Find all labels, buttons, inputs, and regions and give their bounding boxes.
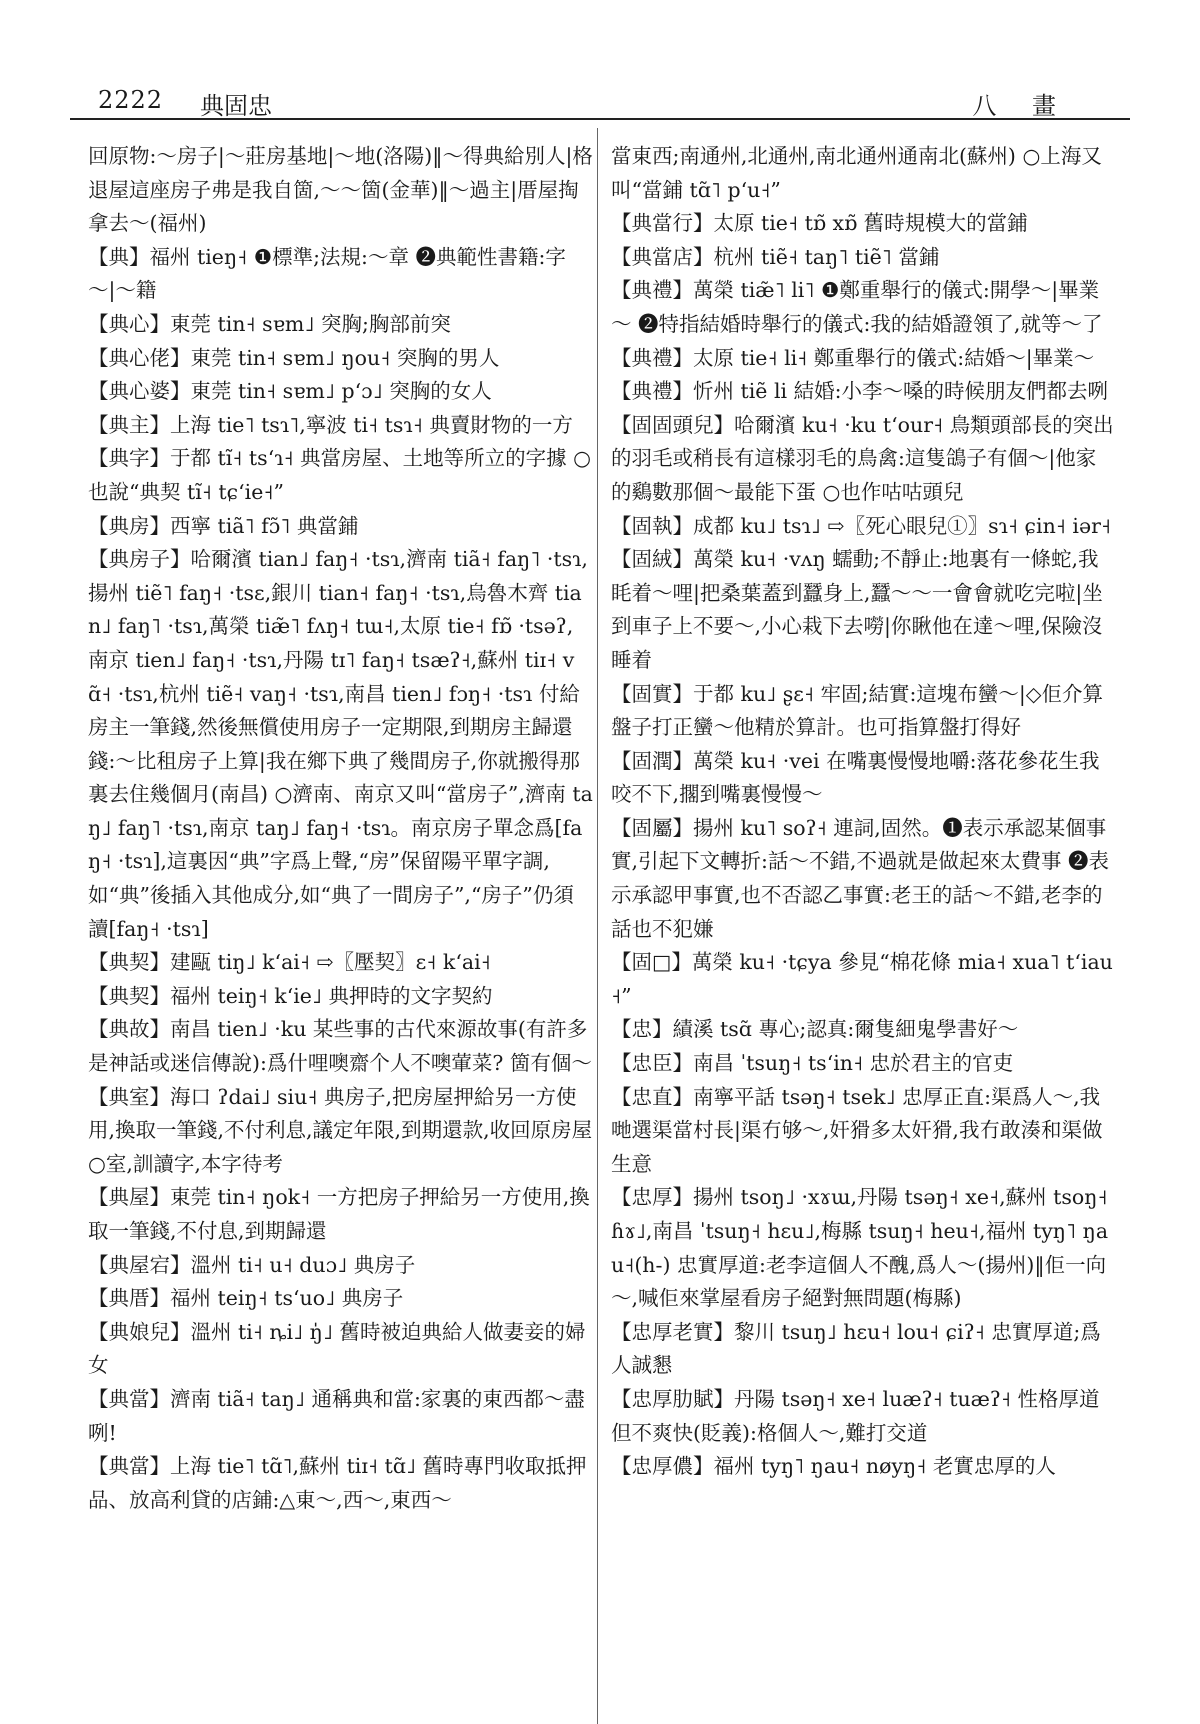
dictionary-entry: 【典厝】福州 teiŋ˧ tsʻuo˩ 典房子 (88, 1286, 404, 1311)
dictionary-entry: 【忠厚儂】福州 tyŋ˥ ŋau˧ nøyŋ˧ 老實忠厚的人 (611, 1454, 1056, 1479)
header-title: 典固忠 (200, 92, 272, 120)
dictionary-entry: 【典主】上海 tie˥ tsɿ˥,寧波 ti˧ tsɿ˧ 典賣財物的一方 (88, 412, 573, 437)
right-column (611, 140, 1116, 1484)
dictionary-entry: 【固固頭兒】哈爾濱 ku˧ ·ku tʻour˧ 鳥類頭部長的突出的羽毛或稍長有這樣羽毛的鳥禽:這隻鴿子有個～|他家的鷄數那個～最能下蛋 ○也作咕咕頭兒 (611, 412, 1114, 504)
column-divider (597, 128, 598, 1724)
dictionary-entry: 【典房】西寧 tiã˥ fɔ̃˥ 典當鋪 (88, 513, 359, 538)
dictionary-entry: 【典心婆】東莞 tin˧ sɐm˩ pʻɔ˩ 突胸的女人 (88, 379, 492, 404)
dictionary-entry: 【忠臣】南昌 ˈtsuŋ˧ tsʻin˧ 忠於君主的官吏 (611, 1051, 1014, 1076)
dictionary-entry: 【典心】東莞 tin˧ sɐm˩ 突胸;胸部前突 (88, 311, 451, 336)
dictionary-entry: 【忠】績溪 tsɑ̃ 專心;認真:爾隻細鬼學書好～ (611, 1017, 1019, 1042)
dictionary-entry: 【典娘兒】溫州 ti˧ ȵi˩ ŋ̍˩ 舊時被迫典給人做妻妾的婦女 (88, 1319, 586, 1378)
section-label: 八 畫 (972, 92, 1070, 120)
dictionary-entry: 【忠厚老實】黎川 tsuŋ˩ hɛu˧ lou˧ ɕiʔ˧ 忠實厚道;爲人誠懇 (611, 1319, 1101, 1378)
dictionary-entry: 【典禮】忻州 tiẽ li 結婚:小李～嗓的時候朋友們都去咧 (611, 379, 1108, 404)
dictionary-entry: 【固屬】揚州 ku˥ soʔ˧ 連詞,固然。❶表示承認某個事實,引起下文轉折:話～不錯,不過就是做起來太費事 ❷表示承認甲事實,也不否認乙事實:老王的話～不錯,老李的話也不犯嫌 (611, 815, 1109, 941)
dictionary-entry: 【典當】上海 tie˥ tɑ̃˥,蘇州 tiɪ˧ tɑ̃˩ 舊時專門收取抵押品、放高利貸的店鋪:△東～,西～,東西～ (88, 1454, 587, 1512)
dictionary-entry: 【典屋】東莞 tin˧ ŋok˧ 一方把房子押給另一方使用,換取一筆錢,不付息,到期歸還 (88, 1185, 590, 1243)
dictionary-entry: 【忠厚肋賦】丹陽 tsəŋ˧ xe˧ luæʔ˧ tuæʔ˧ 性格厚道但不爽快(貶義):格個人～,難打交道 (611, 1386, 1100, 1445)
dictionary-entry: 【典房子】哈爾濱 tian˩ faŋ˧ ·tsɿ,濟南 tiã˧ faŋ˥ ·tsɿ,揚州 tiẽ˥ faŋ˧ ·tsɛ,銀川 tian˧ faŋ˧ ·tsɿ,烏魯木齊 tian˩ faŋ˥ ·tsɿ,萬榮 tiæ̃˥ fʌŋ˧ tɯ˧,太原 tie˧ fɒ̃ ·tsəʔ,南京 tien˩ faŋ˧ ·tsɿ,丹陽 tɪ˥ faŋ˧ tsæʔ˧,蘇州 tiɪ˧ vɑ̃˧ ·tsɿ,杭州 tiẽ˧ vaŋ˧ ·tsɿ,南昌 tien˩ fɔŋ˧ ·tsɿ 付給房主一筆錢,然後無償使用房子一定期限,到期房主歸還錢:～比租房子上算|我在鄉下典了幾間房子,你就搬得那裏去住幾個月(南昌) ○濟南、南京又叫“當房子”,濟南 taŋ˩ faŋ˥ ·tsɿ,南京 taŋ˩ faŋ˧ ·tsɿ。南京房子單念爲[faŋ˧ ·tsɿ],這裏因“典”字爲上聲,“房”保留陽平單字調,如“典”後插入其他成分,如“典了一間房子”,“房子”仍須讀[faŋ˧ ·tsɿ] (88, 547, 593, 941)
dictionary-entry: 【固實】于都 ku˩ ʂɛ˧ 牢固;結實:這塊布蠻～|◇佢介算盤子打正蠻～他精於算計。也可指算盤打得好 (611, 681, 1104, 740)
dictionary-entry: 回原物:～房子|～莊房基地|～地(洛陽)‖～得典給別人|格退屋這座房子弗是我自箇,～～箇(金華)‖～過主|厝屋掏拿去～(福州) (88, 144, 593, 236)
dictionary-entry: 【典】福州 tieŋ˧ ❶標準;法規:～章 ❷典範性書籍:字～|～籍 (88, 244, 566, 303)
dictionary-entry: 【典心佬】東莞 tin˧ sɐm˩ ŋou˧ 突胸的男人 (88, 345, 500, 370)
dictionary-entry: 【典當】濟南 tiã˧ taŋ˩ 通稱典和當:家裏的東西都～盡咧! (88, 1386, 585, 1445)
dictionary-entry: 【典屋宕】溫州 ti˧ u˧ duɔ˩ 典房子 (88, 1252, 416, 1277)
page-header (60, 78, 1140, 122)
header-rule (70, 118, 1130, 120)
page-number: 2222 (98, 86, 164, 114)
left-column (88, 140, 593, 1517)
dictionary-entry: 【典故】南昌 tien˩ ·ku 某些事的古代來源故事(有許多是神話或迷信傳說):爲什哩噢齋个人不噢葷菜? 箇有個～ (88, 1017, 592, 1076)
dictionary-entry: 【固□】萬榮 ku˧ ·tɕya 參見“棉花條 mia˧ xua˥ tʻiau˧” (611, 950, 1113, 1008)
dictionary-entry: 當東西;南通州,北通州,南北通州通南北(蘇州) ○上海又叫“當鋪 tɑ̃˥ pʻu˧” (611, 144, 1102, 202)
dictionary-entry: 【忠厚】揚州 tsoŋ˩ ·xɤɯ,丹陽 tsəŋ˧ xe˧,蘇州 tsoŋ˧ ɦɤ˩,南昌 ˈtsuŋ˧ hɛu˩,梅縣 tsuŋ˧ heu˧,福州 tyŋ˥ ŋau˧(h-) 忠實厚道:老李這個人不醜,爲人～(揚州)‖佢一向～,喊佢來掌屋看房子絕對無問題(梅縣) (611, 1185, 1109, 1311)
dictionary-entry: 【固潤】萬榮 ku˧ ·vei 在嘴裏慢慢地嚼:落花參花生我咬不下,擱到嘴裏慢慢～ (611, 748, 1100, 807)
dictionary-entry: 【典禮】萬榮 tiæ̃˥ li˥ ❶鄭重舉行的儀式:開學～|畢業～ ❷特指結婚時舉行的儀式:我的結婚證領了,就等～了 (611, 278, 1103, 336)
dictionary-entry: 【典字】于都 tĩ˧ tsʻɿ˧ 典當房屋、土地等所立的字據 ○也說“典契 tĩ˧ tɕʻie˧” (88, 446, 592, 504)
dictionary-entry: 【典禮】太原 tie˧ li˧ 鄭重舉行的儀式:結婚～|畢業～ (611, 345, 1095, 370)
dictionary-entry: 【典當行】太原 tie˧ tɒ̃ xɒ̃ 舊時規模大的當鋪 (611, 211, 1028, 236)
dictionary-entry: 【典室】海口 ʔdai˩ siu˧ 典房子,把房屋押給另一方使用,換取一筆錢,不付利息,議定年限,到期還款,收回原房屋 ○室,訓讀字,本字待考 (88, 1084, 593, 1176)
dictionary-entry: 【固執】成都 ku˩ tsɿ˩ ⇨〖死心眼兒①〗sɿ˧ ɕin˧ iər˧ (611, 513, 1111, 538)
dictionary-entry: 【典當店】杭州 tiẽ˧ taŋ˥ tiẽ˥ 當鋪 (611, 244, 940, 269)
dictionary-entry: 【固絨】萬榮 ku˧ ·vʌŋ 蠕動;不靜止:地裏有一條蛇,我眊着～哩|把桑葉蓋到蠶身上,蠶～～一會會就吃完啦|坐到車子上不要～,小心栽下去嘮|你瞅他在達～哩,保險沒睡着 (611, 547, 1103, 672)
dictionary-entry: 【忠直】南寧平話 tsəŋ˧ tsek˩ 忠厚正直:渠爲人～,我哋選渠當村長|渠冇够～,奸猾多太奸猾,我冇敢湊和渠做生意 (611, 1084, 1103, 1176)
dictionary-entry: 【典契】建甌 tiŋ˩ kʻai˧ ⇨〖壓契〗ɛ˧ kʻai˧ (88, 950, 491, 975)
dictionary-entry: 【典契】福州 teiŋ˧ kʻie˩ 典押時的文字契約 (88, 983, 493, 1008)
